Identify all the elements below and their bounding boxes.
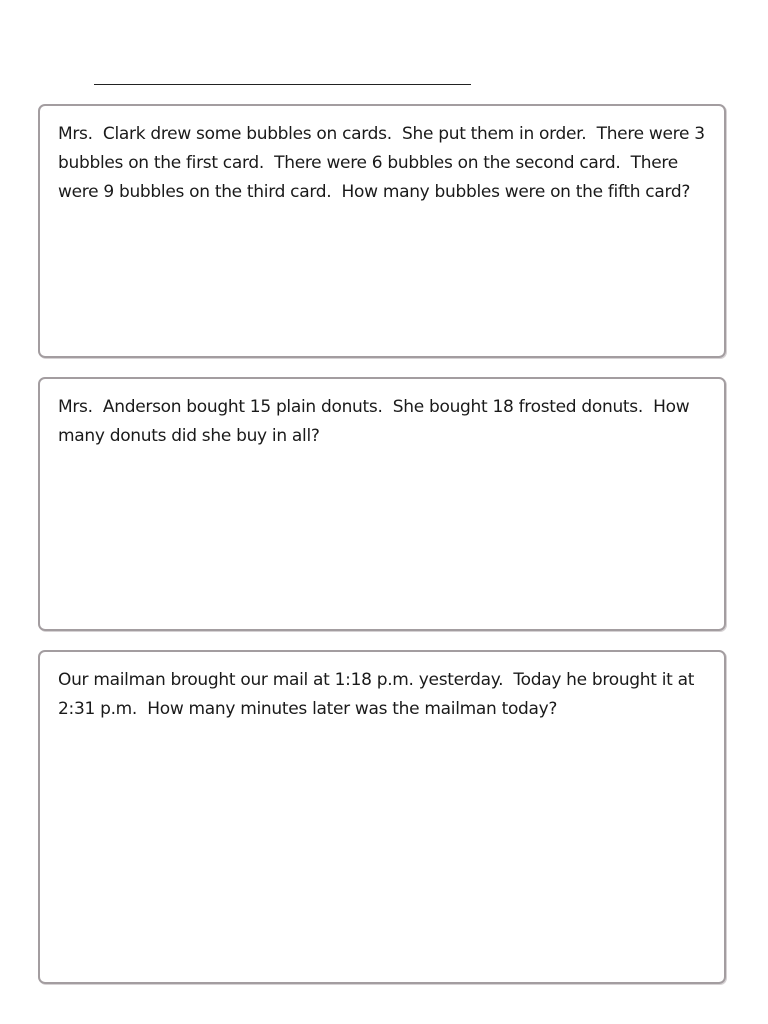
problem-text-2: Mrs. Anderson bought 15 plain donuts. She bought 18 frosted donuts. How many donuts did she buy in all? bbox=[58, 397, 695, 446]
problem-box-2[interactable] bbox=[38, 377, 726, 631]
name-write-line bbox=[94, 84, 471, 85]
problem-box-3[interactable] bbox=[38, 650, 726, 984]
problem-text-1: Mrs. Clark drew some bubbles on cards. She put them in order. There were 3 bubbles on the first card. There were 6 bubbles on the second card. There were 9 bubbles on the third card. How many bubbles were on the fifth card? bbox=[58, 124, 710, 202]
problem-text-3: Our mailman brought our mail at 1:18 p.m. yesterday. Today he brought it at 2:31 p.m. How many minutes later was the mailman today? bbox=[58, 670, 700, 719]
problem-box-1[interactable] bbox=[38, 104, 726, 358]
